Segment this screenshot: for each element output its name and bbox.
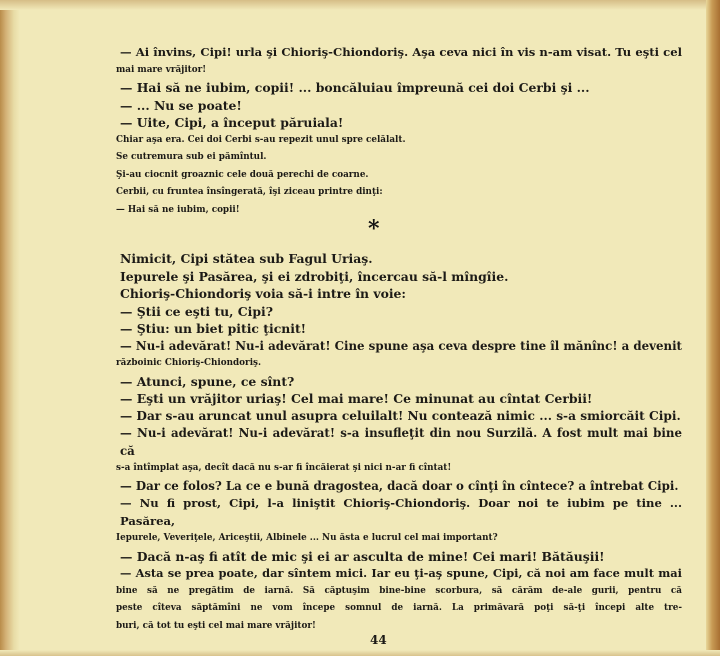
text-line: — Nu-i adevărat! Nu-i adevărat! s-a insufleţit din nou Surzilă. A fost mult mai bine că [120, 426, 682, 458]
text-line: — Dar ce folos? La ce e bună dragostea, dacă doar o cînţi în cîntece? a întrebat Cipi. [120, 478, 679, 493]
text-line: — Uite, Cipi, a început păruiala! [120, 115, 344, 130]
text-line: — Ai învins, Cipi! urla şi Chioriş-Chiondoriş. Aşa ceva nici în vis n-am visat. Tu eşti cel [120, 45, 682, 59]
text-line: Nimicit, Cipi stătea sub Fagul Uriaş. [120, 251, 373, 266]
text-line: — Ştii ce eşti tu, Cipi? [120, 303, 274, 319]
text-line: s-a întîmplat aşa, decît dacă nu s-ar fi încăierat şi nici n-ar fi cîntat! [116, 463, 452, 473]
text-line: Şi-au ciocnit groaznic cele două perechi de coarne. [116, 169, 369, 180]
text-line: — Eşti un vrăjitor uriaş! Cel mai mare! Ce minunat au cîntat Cerbii! [120, 391, 593, 406]
text-line: Chiar aşa era. Cei doi Cerbi s-au repezit unul spre celălalt. [116, 134, 406, 145]
page-right-edge [706, 0, 720, 656]
text-line: — Dacă n-aş fi atît de mic şi ei ar asculta de mine! Cei mari! Bătăuşii! [120, 548, 605, 564]
text-line: Chioriş-Chiondoriş voia să-i intre în voie: [120, 286, 407, 301]
text-line: buri, că tot tu eşti cel mai mare vrăjitor! [116, 620, 316, 631]
text-line: Se cutremura sub ei pămîntul. [116, 152, 267, 162]
text-line: bine să ne pregătim de iarnă. Să căptuşim bine-bine scorbura, să cărăm de-ale gurii, pentru că [116, 585, 682, 596]
page-number: 44 [370, 633, 387, 647]
text-line: — Asta se prea poate, dar sîntem mici. Iar eu ţi-aş spune, Cipi, că noi am face mult mai [120, 566, 682, 580]
text-line: — ... Nu se poate! [120, 97, 242, 113]
text-line: — Dar s-au aruncat unul asupra celuilalt! Nu contează nimic ... s-a smiorcăit Cipi. [120, 408, 681, 423]
text-line: — Ştiu: un biet pitic ţicnit! [120, 321, 307, 336]
text-line: — Hai să ne iubim, copii! ... boncăluiau împreună cei doi Cerbi şi ... [120, 80, 590, 95]
text-line: peste cîteva săptămîni ne vom începe somnul de iarnă. La primăvară poţi să-ţi începi alte tre- [116, 603, 682, 613]
text-line: războinic Chioriş-Chiondoriş. [116, 358, 262, 368]
text-line: Iepurele şi Pasărea, şi ei zdrobiţi, încercau să-l mîngîie. [120, 268, 509, 284]
text-line: mai mare vrăjitor! [116, 64, 207, 75]
text-line: Iepurele, Veveriţele, Ariceştii, Albinele ... Nu ăsta e lucrul cel mai important? [116, 533, 498, 543]
text-line: — Atunci, spune, ce sînt? [120, 373, 295, 389]
page-bottom-edge [0, 650, 720, 656]
page-binding-edge [0, 0, 20, 656]
text-line: — Hai să ne iubim, copii! [116, 204, 240, 215]
text-block-1 [117, 44, 682, 219]
page-top-edge [0, 0, 720, 10]
text-line: — Nu fi prost, Cipi, l-a liniştit Chioriş-Chiondoriş. Doar noi te iubim pe tine ... Pasărea, [120, 496, 682, 528]
text-line: — Nu-i adevărat! Nu-i adevărat! Cine spune aşa ceva despre tine îl mănînc! a devenit [120, 338, 682, 353]
text-line: Cerbii, cu fruntea însîngerată, îşi ziceau printre dinţi: [116, 187, 383, 197]
text-block-2 [117, 250, 682, 635]
section-separator: * [368, 216, 380, 242]
